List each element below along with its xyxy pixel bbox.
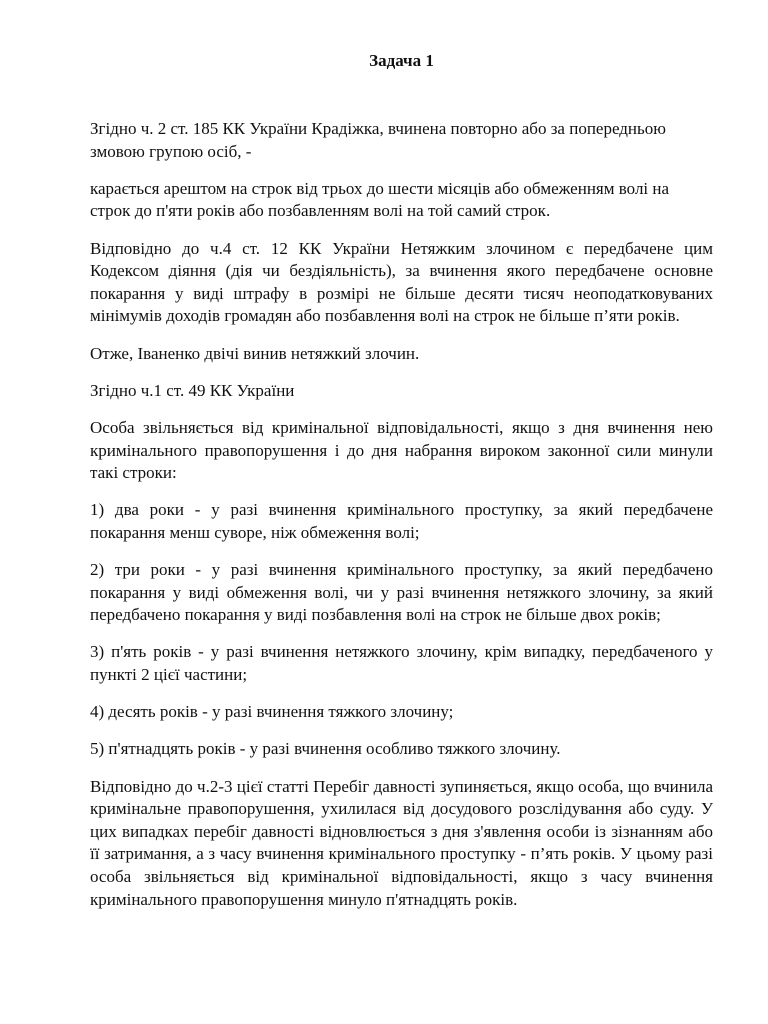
- document-page: [90, 50, 713, 926]
- paragraph-limitation-suspension: Відповідно до ч.2-3 цієї статті Перебіг давності зупиняється, якщо особа, що вчинила кримінальне правопорушення, ухилилася від досудового розслідування або суду. У цих випадках перебіг давності відновлюється з дня з'явлення особи із зізнанням або її затримання, а з часу вчинення кримінального проступку - п’ять років. У цьому разі особа звільняється від кримінальної відповідальності, якщо з часу вчинення кримінального правопорушення минуло п'ятнадцять років.: [90, 776, 713, 909]
- list-item-5: 5) п'ятнадцять років - у разі вчинення особливо тяжкого злочину.: [90, 739, 561, 759]
- list-item-1: 1) два роки - у разі вчинення кримінального проступку, за який передбачене покарання менш суворе, ніж обмеження волі;: [90, 500, 713, 542]
- list-item-4: 4) десять років - у разі вчинення тяжкого злочину;: [90, 702, 454, 722]
- paragraph-article-12: Відповідно до ч.4 ст. 12 КК України Нетяжким злочином є передбачене цим Кодексом діяння (дія чи бездіяльність), за вчинення якого передбачене основне покарання у виді штрафу в розмірі не більше десяти тисяч неоподатковуваних мінімумів доходів громадян або позбавлення волі на строк не більше п’яти років.: [90, 238, 713, 326]
- document-title: Задача 1: [369, 51, 434, 70]
- list-item-2: 2) три роки - у разі вчинення кримінального проступку, за який передбачено покарання у виді обмеження волі, чи у разі вчинення нетяжкого злочину, за який передбачено покарання у виді позбавлення волі на строк не більше двох років;: [90, 560, 713, 625]
- paragraph-punishment: карається арештом на строк від трьох до шести місяців або обмеженням волі на строк до п'яти років або позбавленням волі на той самий строк.: [90, 178, 670, 221]
- list-item-3: 3) п'ять років - у разі вчинення нетяжкого злочину, крім випадку, передбаченого у пункті 2 цієї частини;: [90, 642, 713, 685]
- paragraph-release-conditions: Особа звільняється від кримінальної відповідальності, якщо з дня вчинення нею кримінального правопорушення і до дня набрання вироком законної сили минули такі строки:: [90, 417, 713, 483]
- paragraph-article-49-heading: Згідно ч.1 ст. 49 КК України: [90, 380, 295, 400]
- paragraph-article-185: Згідно ч. 2 ст. 185 КК України Крадіжка, вчинена повторно або за попередньою змовою групою осіб, -: [90, 119, 666, 161]
- paragraph-conclusion: Отже, Іваненко двічі винив нетяжкий злочин.: [90, 343, 420, 363]
